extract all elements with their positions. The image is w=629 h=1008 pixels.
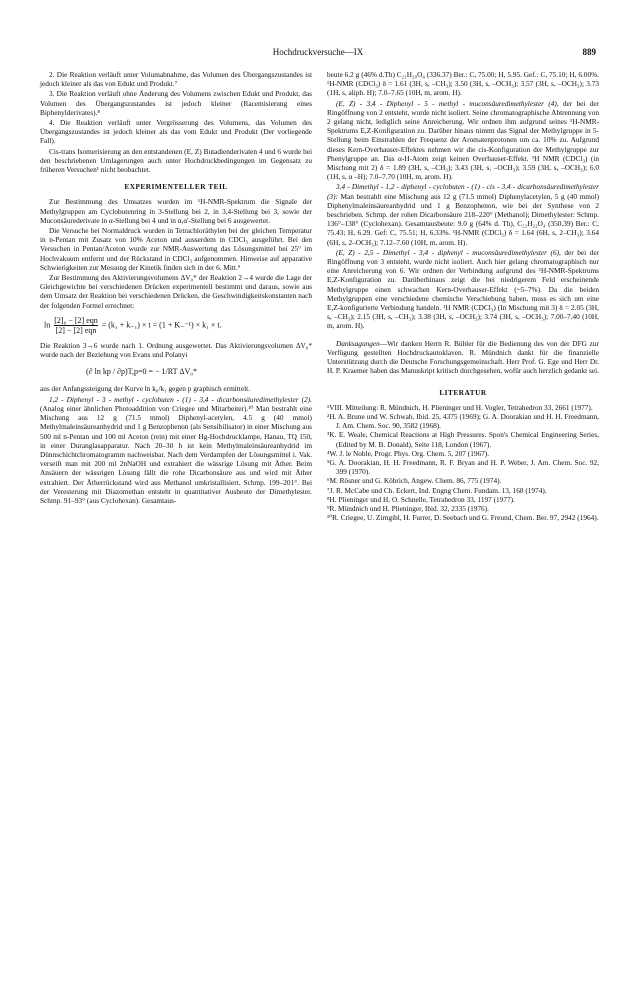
reference-item: ⁸H. Plieninger und H. O. Schnelle, Tetrahedron 33, 1197 (1977). — [327, 494, 515, 504]
reference-item: ⁷J. R. McCabe und Ch. Eckert, Ind. Engng Chem. Fundam. 13, 168 (1974). — [327, 485, 547, 495]
paragraph-exp-4: Die Reaktion 3→6 wurde nach 1. Ordnung ausgewertet. Das Aktivierungsvolumen ΔV₀* wurde nach der Beziehung von Evans und Polanyi — [40, 340, 312, 360]
compound-6-name: (E, Z) - 2,5 - Dimethyl - 3,4 - diphenyl - muconsäuredimethylester (6), — [336, 247, 561, 257]
page-header — [40, 47, 596, 61]
section-heading-literature: LITERATUR — [439, 387, 487, 397]
reference-item: ⁵G. A. Doorakian, H. H. Freedmann, R. F. Bryan and H. P. Weber, J. Am. Chem. Soc. 92, 399 (1970). — [327, 457, 599, 477]
compound-2-name: 1,2 - Diphenyl - 3 - methyl - cyclobuten - (1) - 3,4 - dicarbonsäuredimethylester (2). — [49, 394, 312, 404]
paragraph-acknowledgements — [327, 339, 599, 376]
compound-4-text: der bei der Ringöffnung von 2 entsteht, wurde nicht isoliert. Seine chromatographische Abtrennung von 2 gelang nicht, lediglich seine Anreicherung. Wir ordnen ihm aufgrund seines ¹H-NMR-Spektrums E,Z-Konfiguration zu. Darüber hinaus nimmt das Signal der Methylgruppe in 5-Stellung beim Einstrahlen der Frequenz der Aromatenprotonen um ca. 10% zu. Aufgrund dieses Kern-Overhauser-Effektes nehmen wir die cis-Konfiguration der Methylgruppe zur Phenylgruppe an. Das α-H-Atom zeigt keinen Overhauser-Effekt. ¹H NMR (CDCl₃) (in Mischung mit 2) δ = 1.89 (3H, s, –CH₃); 3.43 (3H, s, –OCH₃); 3.59 (3H, s, –OCH₃); 6.0 (1H, s, α –H); 7.0–7.70 (10H, m, arom. H). — [327, 98, 599, 182]
rate-equation-ln: ln — [44, 320, 51, 330]
left-column — [40, 70, 312, 506]
paragraph-exp-3: Zur Bestimmung des Aktivierungsvolumens ΔV₀* der Reaktion 2→4 wurde die Lage der Gleichgewichte bei verschiedenen Drücken experimentell bestimmt und daraus, sowie aus dem Umsatz der Reaktion bei verschiedenen Drücken, die Geschwindigkeitskonstanten nach der folgenden Formel errechnet: — [40, 273, 312, 310]
right-column — [327, 70, 599, 522]
paragraph-item-3: 3. Die Reaktion verläuft ohne Änderung des Volumens zwischen Edukt und Produkt, das Volumen des Übergangszustandes ist jedoch kleiner (Racemisierung eines Biphenylderivates).⁸ — [40, 89, 312, 117]
compound-4-name: (E, Z) - 3,4 - Diphenyl - 5 - methyl - muconsäuredimethylester (4), — [336, 98, 559, 108]
reference-item: ⁹R. Mündnich und H. Plieninger, Ibid. 32, 2335 (1976). — [327, 503, 489, 513]
reference-item: ⁶M. Rösner und G. Köbrich, Angew. Chem. 86, 775 (1974). — [327, 476, 502, 486]
reference-item: ¹⁰R. Criegee, U. Zirngibl, H. Furrer, D. Seebach und G. Freund, Chem. Ber. 97, 2942 (1964). — [327, 513, 599, 523]
evans-polanyi-equation — [86, 367, 312, 376]
paragraph-cis-trans: Cis-trans Isomerisierung an den entstandenen (E, Z) Butadienderivaten 4 und 6 wurde bei den beschriebenen Umlagerungen auch unter Hochdruckbedingungen im Gegensatz zu früheren Versuchen¹ nicht beobachtet. — [40, 146, 312, 175]
rate-equation-denominator: [2] − [2] eqn — [55, 325, 97, 335]
paragraph-compound-3 — [327, 182, 599, 246]
section-heading-experimental: EXPERIMENTELLER TEIL — [124, 182, 228, 192]
paragraph-compound-6 — [327, 248, 599, 331]
paragraph-exp-2: Die Versuche bei Normaldruck wurden in Tetrachloräthylen bei der gleichen Temperatur in n-Pentan mit Zusatz von 10% Aceton und ausserdem in CDCl₃ ausgeführt. Bei den Versuchen in Pentan/Aceton wurde zur NMR-Auswertung das Lösungsmittel bei 25° im Hochvakuum entfernt und der Rückstand in CDCl₃ aufgenommen. Hinweise auf apparative Schwierigkeiten zur Messung der Kinetik finden sich in der 6. Mitt.⁹ — [40, 226, 312, 272]
reference-item: ⁴W. J. le Noble, Progr. Phys. Org. Chem. 5, 207 (1967). — [327, 448, 490, 458]
rate-equation — [44, 316, 312, 335]
acknowledgements-label: Danksagungen — [336, 338, 380, 348]
paragraph-compound-2 — [40, 395, 312, 505]
reference-item: ³K. E. Weale, Chemical Reactions at High Pressures. Spon's Chemical Engineering Series, (Edited by M. B. Donald), Seite 118, London (1967). — [327, 430, 599, 449]
paragraph-item-4: 4. Die Reaktion verläuft unter Vergrösserung des Volumens, das Volumen des Übergangszustandes ist jedoch kleiner als das vom Edukt und Produkt (Der vorliegende Fall). — [40, 118, 312, 146]
paragraph-item-2: 2. Die Reaktion verläuft unter Volumabnahme, das Volumen des Übergangszustandes ist jedoch kleiner als das von Edukt und Produkt.⁷ — [40, 70, 312, 89]
evans-polanyi-rhs: = − 1/RT ΔV₀* — [148, 367, 198, 377]
paragraph-compound-4 — [327, 99, 599, 182]
evans-polanyi-lhs: (∂ ln kp / ∂p)T,p=0 — [86, 367, 147, 377]
page-number: 889 — [582, 47, 596, 57]
compound-3-name: 3,4 - Dimethyl - 1,2 - diphenyl - cyclobuten - (1) - cis - 3,4 - dicarbonsäuredimethylester (3): — [327, 182, 599, 201]
paragraph-exp-1: Zur Bestimmung des Umsatzes wurden im ¹H-NMR-Spektrum die Signale der Methylgruppen am Cyclobutenring in 3-Stellung bei 2, in 3,4-Stellung bei 3, sowie der Muconsäurederivate in α-Stellung bei 4 und in α,α'-Stellung bei 6 ausgewertet. — [40, 197, 312, 225]
running-title: Hochdruckversuche—IX — [272, 47, 364, 57]
paragraph-exp-5: aus der Anfangssteigung der Kurve ln k₀/k₁ gegen p graphisch ermittelt. — [40, 384, 250, 394]
reference-item: ¹VIII. Mitteilung: R. Mündnich, H. Plieninger und H. Vogler, Tetrahedron 33, 2661 (1977). — [327, 402, 593, 412]
reference-item: ²H. A. Brune und W. Schwab, Ibid. 25, 4375 (1969); G. A. Doorakian und H. H. Freedmann, J. Am. Chem. Soc. 90, 3582 (1968). — [327, 411, 599, 431]
reference-list — [327, 403, 599, 523]
compound-2-text: (Analog einer ähnlichen Photoaddition von Criegee und Mitarbeiter).¹⁰ Man bestrahlt eine Mischung aus 12 g (71.5 mmol) Diphenyl-acetylen, 4.5 g (40 mmol) Methylmaleinsäureanhydrid und 1 g Benzophenon (als Sensibilisator) in einer Mischung aus 500 ml n-Pentan und 100 ml Aceton (rein) mit einer Hg-Hochdrucklampe, Hanau, TQ 150, in einer Duranglasapparatur. Nach 20–30 h ist kein Methylmaleinsäureanhydrid im Dünnschichtchromatogramm nachweisbar. Nach dem Verdampfen der Lösungsmittel i. Vak. verseift man mit 200 ml 2nNaOH und extrahiert die wässrige Lösung mit Äther. Beim Ansäuern der wässrigen Lösung fällt die rohe Dicarbonsäure aus und wird mit Äther extrahiert. Der Ätherrückstand wird aus Methanol umkristallisiert. Schmp. 199–201°. Bei der Veresterung mit Diazomethan entsteht in quantitativer Ausbeute der Dimethylester. Schmp. 91–93° (aus Cyclohexan). Gesamtaus- — [40, 403, 312, 505]
rate-equation-fraction — [54, 316, 98, 335]
compound-6-text: der bei der Ringöffnung von 3 entsteht, wurde nicht isoliert. Auch hier gelang chromatographisch nur eine Anreicherung von 6. Wir ordnen der Verbindung aufgrund des ¹H-NMR-Spektrums E,Z-Konfiguration zu. Darüberhinaus zeigt die bei niedrigerem Feld erscheinende Methylgruppe einen schwachen Kern-Overhauser-Effekt (~5–7%). Da die beiden Methylgruppen eine verschiedene chemische Verschiebung haben, muss es sich um eine E,Z-konfigurierte Verbindung handeln. ¹H NMR (CDCl₃) (In Mischung mit 3) δ = 2.05 (3H, s, –CH₃); 2.15 (3H, s, –CH₃); 3.38 (3H, s, –OCH₃); 3.74 (3H, s, –OCH₃); 7.00–7.40 (10H, m, arom. H). — [327, 247, 599, 331]
compound-3-text: Man bestrahlt eine Mischung aus 12 g (71.5 mmol) Diphenylacetylen, 5 g (40 mmol) Diphenylmaleinsäureanhydrid und 1 g Benzophenon, wie bei der Synthese von 2 beschrieben. Schmp. der rohen Dicarbonsäure 218–220° (Methanol); Dimethylester: Schmp. 136°–138° (Cyclohexan). Gesamtausbeute: 9.0 g (64% d. Th), C₂₂H₂₂O₄ (350.39) Ber.: C, 75.43; H, 6.29. Gef: C, 75.51; H, 6.33%. ¹H-NMR (CDCl₃) δ = 1.64 (6H, s, 2–CH₃); 3.64 (6H, s, 2–OCH₃); 7.12–7.60 (10H, m, arom. H). — [327, 191, 600, 247]
rate-equation-numerator: [2]₀ − [2] eqn — [54, 315, 98, 325]
acknowledgements-text: —Wir danken Herrn R. Bühler für die Bedienung des von der DFG zur Verfügung gestellten Hochdruckautoklaven. R. Mündnich dankt für die finanzielle Unterstützung durch die Deutsche Forschungsgemeinschaft. Herr Prof. G. Ege und Herr Dr. H. P. Kraemer haben das Manuskript kritisch durchgesehen, wofür auch herzlich gedankt sei. — [327, 338, 599, 376]
paragraph-yield-continued: beute 6.2 g (46% d.Th) C₂₁H₂₀O₄ (336.37) Ber.: C, 75.00; H, 5.95. Gef.: C, 75.10; H, 6.00%. ¹H-NMR (CDCl₃) δ = 1.61 (3H, s, –CH₃); 3.50 (3H, s, –OCH₃); 3.57 (3H, s, –OCH₃); 3.73 (1H, s, aliph. H); 7.0–7.65 (10H, m, arom. H). — [327, 70, 599, 98]
rate-equation-rhs: = (k₁ + k₋₁) × t = (1 + K₋⁻¹) × k₁ × t. — [101, 320, 222, 330]
